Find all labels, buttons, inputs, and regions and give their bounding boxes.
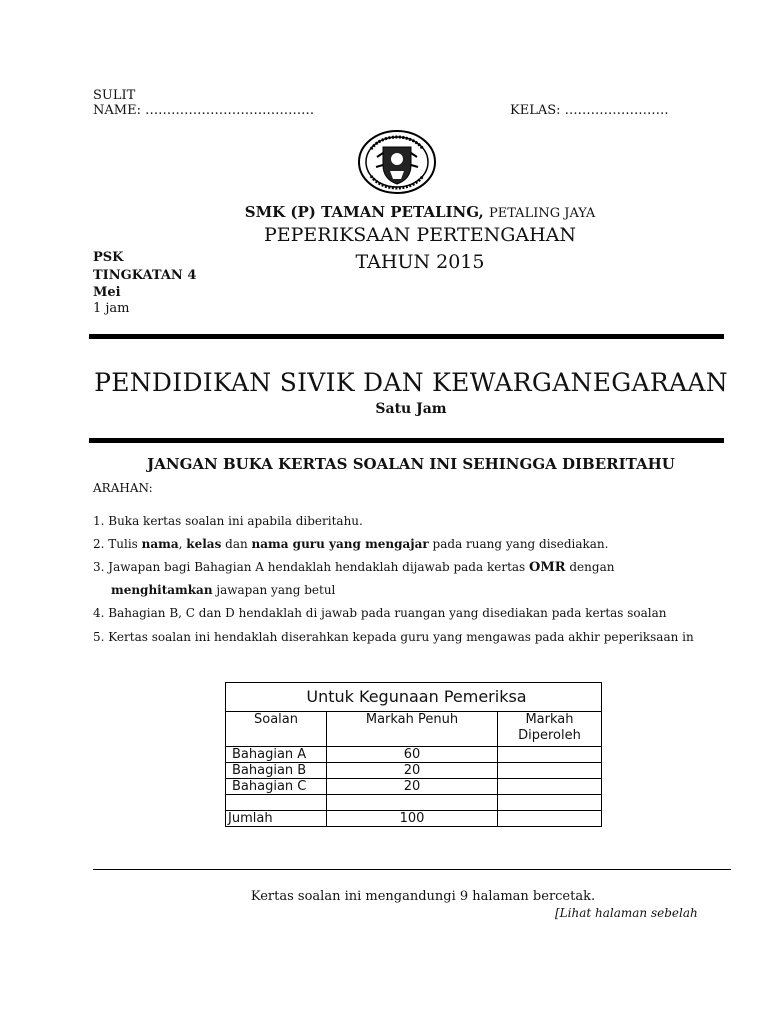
paper-duration: Satu Jam [375,401,447,417]
footer-divider [93,869,731,870]
exam-year: TAHUN 2015 [355,251,485,273]
instruction-item: 3. Jawapan bagi Bahagian A hendaklah hendaklah dijawab pada kertas OMR dengan [93,560,615,575]
header-markah-penuh: Markah Penuh [327,712,498,747]
total-value: 100 [327,811,498,827]
instruction-item: 5. Kertas soalan ini hendaklah diserahkan kepada guru yang mengawas pada akhir peperiksaan in [93,630,694,644]
instruction-item: 2. Tulis nama, kelas dan nama guru yang mengajar pada ruang yang disediakan. [93,537,609,551]
table-row: Bahagian A 60 [226,747,602,763]
table-row: Bahagian C 20 [226,779,602,795]
school-location: PETALING JAYA [488,206,596,221]
marks-table-title: Untuk Kegunaan Pemeriksa [226,683,602,712]
name-field: NAME: ………………………………… [93,103,315,118]
table-row [226,795,602,811]
subject-code: PSK [93,250,124,265]
exam-title: PEPERIKSAAN PERTENGAHAN [263,224,577,246]
exam-month: Mei [93,285,121,300]
school-name [0,203,768,221]
confidential-label: SULIT [93,88,136,103]
subject-title: PENDIDIKAN SIVIK DAN KEWARGANEGARAAN [94,368,728,397]
top-divider [89,334,724,339]
marks-table-header [226,712,602,747]
warning-notice: JANGAN BUKA KERTAS SOALAN INI SEHINGGA DIBERITAHU [147,455,675,473]
marks-table [225,682,602,827]
form-level: TINGKATAN 4 [93,268,197,283]
exam-duration: 1 jam [93,301,130,316]
instruction-item-continued: menghitamkan jawapan yang betul [111,583,336,597]
next-page-note: [Lihat halaman sebelah [555,906,698,920]
school-name-text: SMK (P) TAMAN PETALING, [244,203,484,221]
school-crest-logo [357,129,437,195]
instruction-item: 1. Buka kertas soalan ini apabila diberitahu. [93,514,363,528]
table-row: Bahagian B 20 [226,763,602,779]
bottom-divider [89,438,724,443]
header-soalan: Soalan [226,712,327,747]
class-field: KELAS: …………………… [510,103,669,118]
total-row [226,811,602,827]
instructions-heading: ARAHAN: [93,481,153,495]
instruction-item: 4. Bahagian B, C dan D hendaklah di jawab pada ruangan yang disediakan pada kertas soalan [93,606,667,620]
page-count: Kertas soalan ini mengandungi 9 halaman bercetak. [250,889,596,904]
total-obtained[interactable] [498,811,602,827]
header-markah-diperoleh: Markah Diperoleh [498,712,602,747]
total-label: Jumlah [226,811,327,827]
